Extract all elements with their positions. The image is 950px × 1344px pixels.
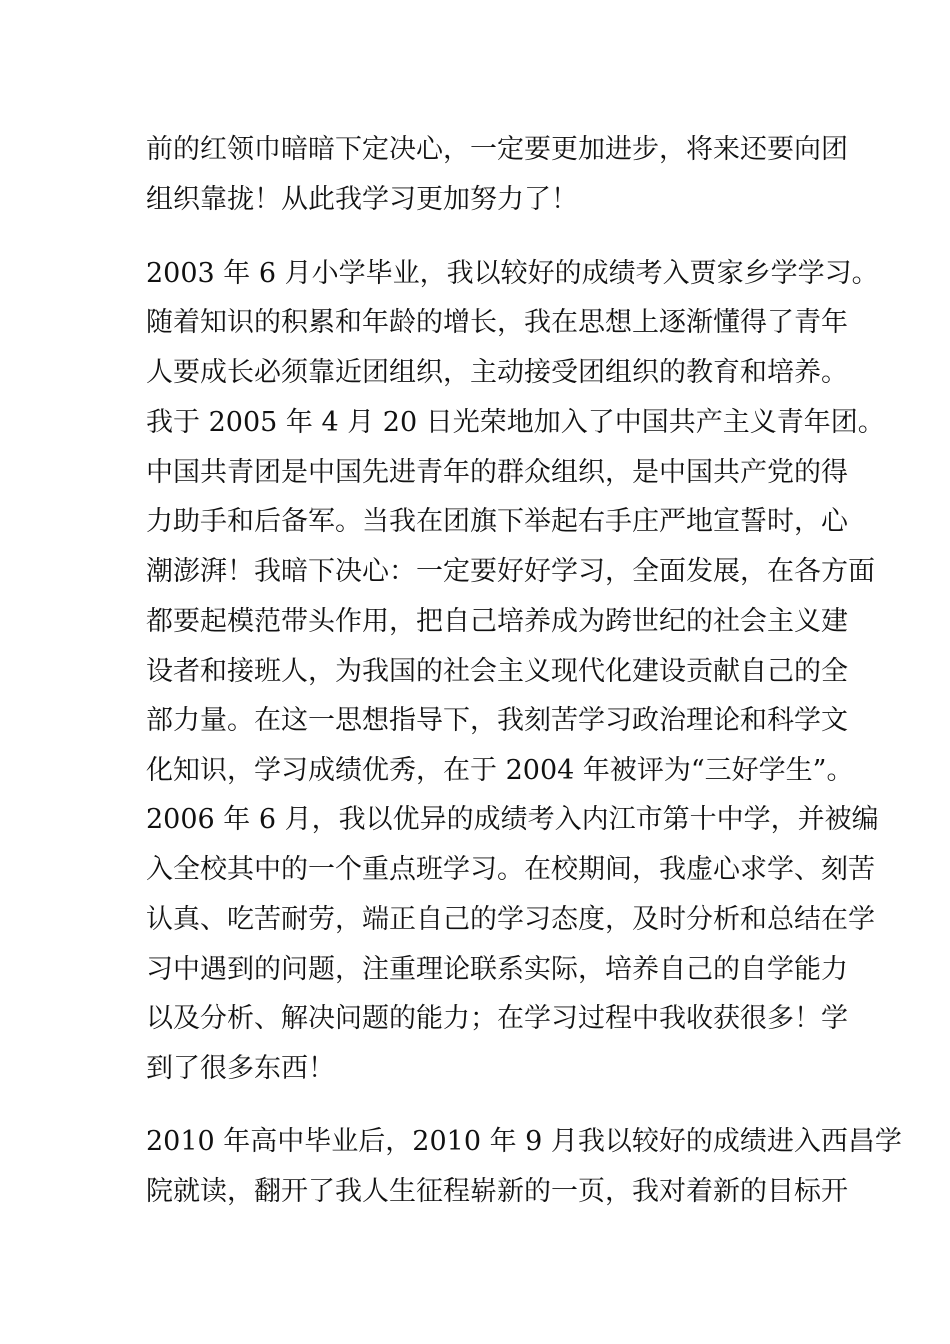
- paragraph-2-line-6: 力助手和后备军。当我在团旗下举起右手庄严地宣誓时，心: [146, 506, 848, 537]
- paragraph-2-line-9: 设者和接班人，为我国的社会主义现代化建设贡献自己的全: [146, 656, 848, 687]
- paragraph-2-line-10: 部力量。在这一思想指导下，我刻苦学习政治理论和科学文: [146, 705, 848, 736]
- paragraph-3-line-1: 2010 年高中毕业后，2010 年 9 月我以较好的成绩进入西昌学: [146, 1126, 902, 1157]
- paragraph-2-line-16: 以及分析、解决问题的能力；在学习过程中我收获很多！学: [146, 1003, 848, 1034]
- paragraph-2-line-11: 化知识，学习成绩优秀，在于 2004 年被评为“三好学生”。: [146, 755, 854, 786]
- paragraph-2-line-14: 认真、吃苦耐劳，端正自己的学习态度，及时分析和总结在学: [146, 904, 875, 935]
- paragraph-3-line-2: 院就读，翻开了我人生征程崭新的一页，我对着新的目标开: [146, 1176, 848, 1207]
- paragraph-1-line-2: 组织靠拢！从此我学习更加努力了！: [146, 184, 578, 215]
- paragraph-2-line-7: 潮澎湃！我暗下决心：一定要好好学习，全面发展，在各方面: [146, 556, 875, 587]
- paragraph-2-line-13: 入全校其中的一个重点班学习。在校期间，我虚心求学、刻苦: [146, 854, 875, 885]
- paragraph-2-line-2: 随着知识的积累和年龄的增长，我在思想上逐渐懂得了青年: [146, 307, 848, 338]
- paragraph-2-line-17: 到了很多东西！: [146, 1053, 335, 1084]
- paragraph-1-line-1: 前的红领巾暗暗下定决心，一定要更加进步，将来还要向团: [146, 134, 848, 165]
- paragraph-2-line-5: 中国共青团是中国先进青年的群众组织，是中国共产党的得: [146, 457, 848, 488]
- paragraph-2-line-3: 人要成长必须靠近团组织，主动接受团组织的教育和培养。: [146, 357, 848, 388]
- paragraph-2-line-12: 2006 年 6 月，我以优异的成绩考入内江市第十中学，并被编: [146, 804, 879, 835]
- paragraph-2-line-15: 习中遇到的问题，注重理论联系实际，培养自己的自学能力: [146, 954, 848, 985]
- paragraph-2-line-4: 我于 2005 年 4 月 20 日光荣地加入了中国共产主义青年团。: [146, 407, 885, 438]
- paragraph-2-line-8: 都要起模范带头作用，把自己培养成为跨世纪的社会主义建: [146, 606, 848, 637]
- paragraph-2-line-1: 2003 年 6 月小学毕业，我以较好的成绩考入贾家乡学学习。: [146, 258, 879, 289]
